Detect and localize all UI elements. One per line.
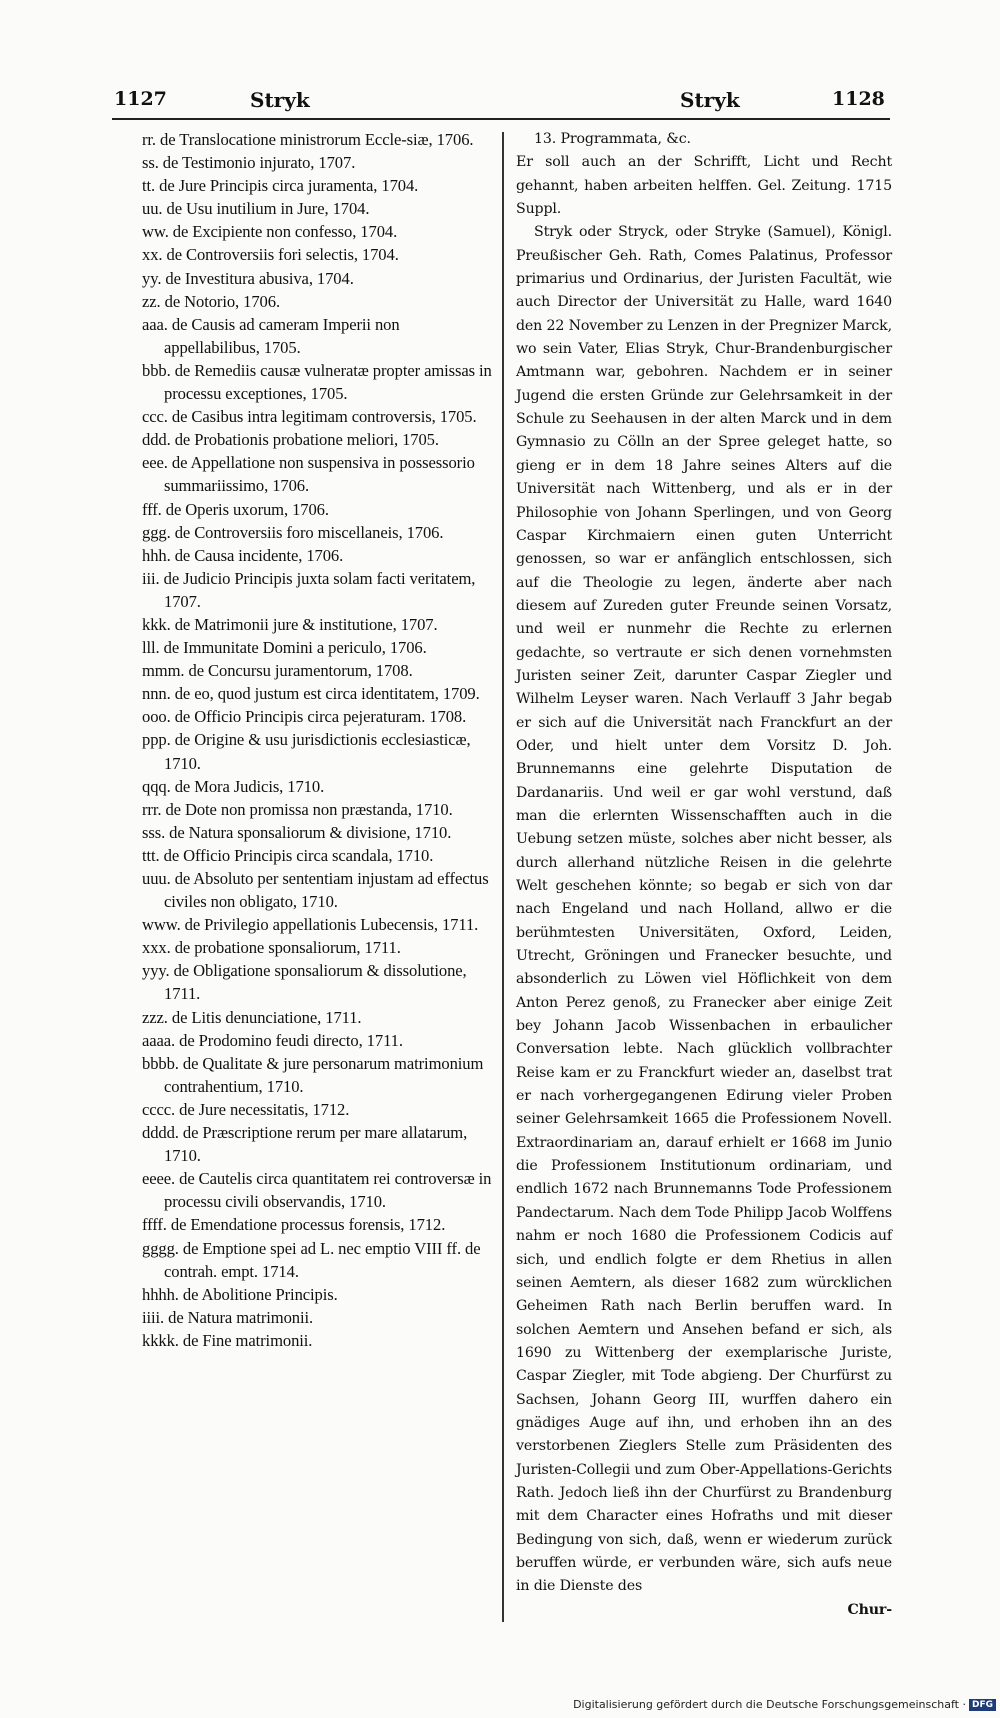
list-item: www. de Privilegio appellationis Lubecensis, 1711. [142, 915, 479, 935]
dfg-logo: DFG [969, 1699, 996, 1711]
paragraph-biography: Stryk oder Stryck, oder Stryke (Samuel), Königl. Preußischer Geh. Rath, Comes Palatinus, Professor primarius und Ordinarius, der Juristen Facultät, wie auch Director der Universität zu Halle, ward 1640 den 22 November zu Lenzen in der Pregnizer Marck, wo sein Vater, Elias Stryk, Chur-Brandenburgischer Amtmann war, gebohren. Nachdem er in seiner Jugend die ersten Gründe zur Gelehrsamkeit in der Schule zu Seehausen in der alten Marck und in dem Gymnasio zu Cölln an der Spree geleget hatte, so gieng er in dem 18 Jahre seines Alters auf die Universität nach Wittenberg, und als er in der Philosophie von Johann Sperlingen, und von Georg Caspar Kirchmaiern einen guten Unterricht genossen, so war er anfänglich entschlossen, sich auf die Theologie zu legen, änderte aber nach diesem auf Zureden guter Freunde seinen Vorsatz, und weil er nunmehr die Rechte zu erlernen gedachte, so vertraute er sich denen vornehmsten Juristen seiner Zeit, darunter Caspar Ziegler und Wilhelm Leyser waren. Nach Verlauff 3 Jahr begab er sich auf die Universität nach Franckfurt an der Oder, und hielt unter dem Vorsitz D. Joh. Brunnemanns eine gelehrte Disputation de Dardanariis. Und weil er gar wohl verstund, daß man die erlernten Wissenschafften auch in die Uebung setzen müste, solches aber nicht besser, als durch allerhand nützliche Reisen in die gelehrte Welt geschehen könnte; so begab er sich von dar nach Engeland und nach Holland, allwo er die berühmtesten Universitäten, Oxford, Leiden, Utrecht, Gröningen und Franecker besuchte, und absonderlich zu Löwen viel Höflichkeit von dem Anton Perez genoß, zu Franecker aber einige Zeit bey Johann Jacob Wissenbachen in erbaulicher Conversation lebte. Nach glücklich vollbrachter Reise kam er zu Franckfurt wieder an, daselbst trat er nach vorhergegangenen Edirung vieler Proben seiner Gelehrsamkeit 1665 die Professionem Novell. Extraordinariam an, darauf erhielt er 1668 im Junio die Professionem Institutionum ordinariam, und endlich 1672 nach Brunnemanns Tode Professionem Pandectarum. Nach dem Tode Philipp Jacob Wolffens nahm er noch 1680 die Professionem Codicis auf sich, und endlich folgte er dem Rhetius in allen seinen Aemtern, als dieser 1682 zum würcklichen Geheimen Rath nach Berlin beruffen ward. In solchen Aemtern und Ansehen befand er sich, als 1690 zu Wittenberg der exemplarische Juriste, Caspar Ziegler, mit Tode abgieng. Der Churfürst zu Sachsen, Johann Georg III, wurffen dahero ein gnädiges Auge auf ihn, und erhoben ihn an des verstorbenen Zieglers Stelle zum Präsidenten des Juristen-Collegii und zum Ober-Appellations-Gerichts Rath. Jedoch ließ ihn der Churfürst zu Brandenburg mit dem Character eines Hofraths und mit dieser Bedingung von sich, daß, wenn er wiederum zurück beruffen würde, er verbunden wäre, sich aufs neue in die Dienste des [516, 224, 892, 1595]
list-item: yyy. de Obligatione sponsaliorum & dissolutione, 1711. [142, 961, 467, 1004]
list-item: ss. de Testimonio injurato, 1707. [142, 153, 356, 173]
list-item: ooo. de Officio Principis circa pejeraturam. 1708. [142, 707, 467, 727]
dissertation-list [142, 128, 494, 1352]
digitization-footer [560, 1698, 996, 1711]
list-item: cccc. de Jure necessitatis, 1712. [142, 1099, 350, 1119]
list-item: xx. de Controversiis fori selectis, 1704. [142, 245, 399, 265]
list-item: ttt. de Officio Principis circa scandala, 1710. [142, 845, 434, 865]
list-item: uu. de Usu inutilium in Jure, 1704. [142, 199, 370, 219]
list-item: fff. de Operis uxorum, 1706. [142, 499, 329, 519]
list-item: ffff. de Emendatione processus forensis, 1712. [142, 1215, 446, 1235]
list-item: mmm. de Concursu juramentorum, 1708. [142, 661, 413, 681]
list-item: nnn. de eo, quod justum est circa identitatem, 1709. [142, 684, 480, 704]
list-item: ww. de Excipiente non confesso, 1704. [142, 222, 398, 242]
list-item: lll. de Immunitate Domini a periculo, 1706. [142, 638, 427, 658]
footer-text: Digitalisierung gefördert durch die Deutsche Forschungsgemeinschaft · [573, 1698, 966, 1711]
column-divider [502, 132, 504, 1622]
list-item: ddd. de Probationis probatione meliori, 1705. [142, 430, 439, 450]
list-item: gggg. de Emptione spei ad L. nec emptio VIII ff. de contrah. empt. 1714. [142, 1238, 481, 1281]
list-item: dddd. de Præscriptione rerum per mare allatarum, 1710. [142, 1123, 468, 1166]
list-item: eeee. de Cautelis circa quantitatem rei controversæ in processu civili observandis, 1710. [142, 1169, 492, 1212]
list-item: zzz. de Litis denunciatione, 1711. [142, 1007, 362, 1027]
list-item: bbb. de Remediis causæ vulneratæ propter amissas in processu exceptiones, 1705. [142, 360, 492, 404]
list-item: qqq. de Mora Judicis, 1710. [142, 776, 325, 796]
list-item: iii. de Judicio Principis juxta solam facti veritatem, 1707. [142, 568, 476, 611]
list-item: zz. de Notorio, 1706. [142, 291, 280, 311]
list-item: ggg. de Controversiis foro miscellaneis, 1706. [142, 522, 444, 542]
programmata-line: 13. Programmata, &c. [534, 131, 691, 147]
list-item: hhh. de Causa incidente, 1706. [142, 545, 344, 565]
page-number-left: 1127 [114, 88, 167, 110]
running-head-right: Stryk [680, 88, 740, 112]
list-item: aaa. de Causis ad cameram Imperii non appellabilibus, 1705. [142, 314, 400, 357]
list-item: eee. de Appellatione non suspensiva in possessorio summariissimo, 1706. [142, 453, 475, 496]
list-item: hhhh. de Abolitione Principis. [142, 1284, 338, 1304]
catchword: Chur- [847, 1601, 892, 1618]
list-item: uuu. de Absoluto per sententiam injustam ad effectus civiles non obligato, 1710. [142, 869, 489, 912]
list-item: tt. de Jure Principis circa juramenta, 1704. [142, 176, 419, 196]
list-item: kkk. de Matrimonii jure & institutione, 1707. [142, 614, 438, 634]
list-item: kkkk. de Fine matrimonii. [142, 1330, 313, 1350]
running-head-left: Stryk [250, 88, 310, 112]
paragraph-reference: Er soll auch an der Schrifft, Licht und Recht gehannt, haben arbeiten helffen. Gel. Zeitung. 1715 Suppl. [516, 154, 892, 218]
list-item: ccc. de Casibus intra legitimam controversis, 1705. [142, 407, 477, 427]
list-item: ppp. de Origine & usu jurisdictionis ecclesiasticæ, 1710. [142, 730, 471, 773]
list-item: yy. de Investitura abusiva, 1704. [142, 268, 354, 288]
list-item: xxx. de probatione sponsaliorum, 1711. [142, 938, 401, 958]
list-item: rrr. de Dote non promissa non præstanda, 1710. [142, 799, 453, 819]
list-item: bbbb. de Qualitate & jure personarum matrimonium contrahentium, 1710. [142, 1053, 484, 1096]
page-number-right: 1128 [832, 88, 885, 110]
header-rule [112, 118, 890, 120]
list-item: aaaa. de Prodomino feudi directo, 1711. [142, 1030, 403, 1050]
list-item: sss. de Natura sponsaliorum & divisione, 1710. [142, 822, 452, 842]
biography-column [516, 128, 892, 1622]
list-item: rr. de Translocatione ministrorum Eccle-siæ, 1706. [142, 130, 474, 149]
list-item: iiii. de Natura matrimonii. [142, 1307, 314, 1327]
